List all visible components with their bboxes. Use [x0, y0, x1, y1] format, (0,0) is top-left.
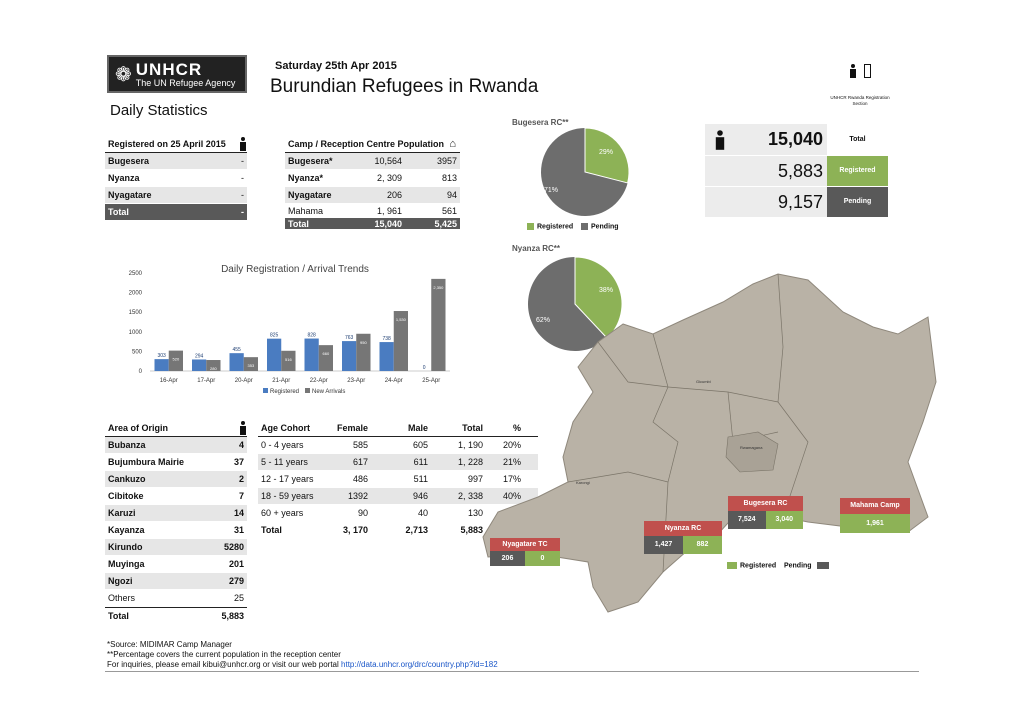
table-row: Muyinga 201 [105, 556, 247, 573]
daily-trends-chart [105, 258, 465, 400]
table-row: Bugesera - [105, 153, 247, 170]
table-row: Cibitoke 7 [105, 488, 247, 505]
chart-legend [263, 388, 345, 395]
bugesera-pie-chart [530, 124, 640, 224]
person-icon [239, 137, 247, 151]
bar-registered [342, 341, 356, 371]
bar-data-label: 763 [344, 335, 354, 342]
summary-pending-value: 9,157 [777, 192, 823, 212]
table-row: Bujumbura Mairie 37 [105, 454, 247, 471]
y-tick-label: 500 [131, 349, 142, 356]
table-row: 18 - 59 years 1392 946 2, 338 40% [258, 488, 538, 505]
table-total-row: Total 3, 170 2,713 5,883 [258, 522, 538, 539]
table-row: Nyanza - [105, 170, 247, 187]
rwanda-map [478, 272, 938, 632]
bar-registered [380, 342, 394, 371]
footer-source: *Source: MIDIMAR Camp Manager [107, 640, 232, 649]
bar-data-label: 0 [422, 365, 426, 371]
table-row: Nyagatare 206 94 [285, 187, 460, 204]
origin-table-header: Area of Origin [105, 420, 247, 437]
report-date: Saturday 25th Apr 2015 [275, 60, 397, 72]
table-row: Cankuzo 2 [105, 471, 247, 488]
table-row: 12 - 17 years 486 511 997 17% [258, 471, 538, 488]
legend-swatch-registered [727, 562, 737, 569]
table-row: 0 - 4 years 585 605 1, 190 20% [258, 437, 538, 454]
bar-data-label: 2,350 [433, 284, 444, 290]
table-row: Kayanza 31 [105, 522, 247, 539]
map-place-label: Karongi [576, 480, 590, 485]
y-tick-label: 0 [138, 369, 142, 375]
legend-label-registered: Registered [270, 389, 300, 395]
bar-registered [305, 339, 319, 371]
x-tick-label: 22-Apr [309, 378, 328, 384]
table-row: Nyagatare - [105, 187, 247, 204]
pie-label-pending: 71% [544, 187, 559, 194]
x-tick-label: 23-Apr [347, 378, 366, 384]
logo-title: UNHCR [135, 59, 203, 79]
table-row: 60 + years 90 40 130 [258, 505, 538, 522]
footer-inquiries: For inquiries, please email kibui@unhcr.org or visit our web portal http://data.unhcr.org/drc/country.php?id=182 [107, 660, 498, 669]
bar-data-label: 828 [307, 332, 316, 339]
person-icon [239, 421, 247, 435]
bar-registered [192, 359, 206, 371]
table-row: Bugesera* 10,564 3957 [285, 153, 460, 170]
section-title: Daily Statistics [110, 102, 208, 119]
unhcr-emblem-icon: ❁ [115, 63, 132, 86]
summary-box [705, 124, 888, 216]
bar-data-label: 294 [194, 353, 204, 360]
table-row: Others 25 [105, 590, 247, 607]
pie-label-registered: 38% [599, 287, 614, 294]
person-icon [714, 130, 725, 150]
bar-registered [267, 339, 281, 371]
logo-subtitle: The UN Refugee Agency [135, 77, 236, 88]
table-row: 5 - 11 years 617 611 1, 228 21% [258, 454, 538, 471]
summary-registered-row [705, 156, 888, 186]
camp-table-header: Camp / Reception Centre Population ⌂ [285, 136, 460, 153]
age-table-header: Age Cohort Female Male Total % [258, 420, 538, 437]
registered-table-header: Registered on 25 April 2015 [105, 136, 247, 153]
x-tick-label: 21-Apr [272, 378, 291, 384]
pen-icon [864, 64, 871, 78]
pie-legend: Registered Pending [527, 223, 619, 230]
pie-label-registered: 29% [599, 149, 614, 156]
table-row: Kirundo 5280 [105, 539, 247, 556]
page-title: Burundian Refugees in Rwanda [270, 76, 539, 97]
y-tick-label: 2000 [128, 290, 142, 297]
map-place-label: Rwamagana [740, 445, 763, 450]
x-tick-label: 16-Apr [159, 378, 178, 384]
registered-table [105, 136, 247, 221]
y-tick-label: 1500 [128, 310, 142, 317]
table-total-row: Total - [105, 204, 247, 221]
table-row: Karuzi 14 [105, 505, 247, 522]
bar-data-label: 516 [285, 356, 292, 362]
person-icon [849, 64, 857, 78]
map-legend: Registered Pending [727, 562, 832, 569]
bar-data-label: 455 [232, 347, 241, 354]
map-label-mahama: Mahama Camp 1,961 [840, 498, 910, 533]
registration-section-badge [845, 64, 875, 83]
legend-swatch-pending [581, 223, 588, 230]
home-icon: ⌂ [449, 138, 456, 150]
table-row: Mahama 1, 961 561 [285, 204, 460, 218]
summary-total-value: 15,040 [767, 129, 823, 149]
bar-data-label: 353 [247, 363, 255, 369]
legend-label-new-arrivals: New Arrivals [312, 389, 346, 395]
bar-data-label: 825 [269, 332, 279, 339]
footer-note: **Percentage covers the current population in the reception center [107, 650, 341, 659]
bar-new-arrivals [319, 345, 333, 371]
y-tick-label: 2500 [128, 271, 142, 277]
bar-data-label: 738 [382, 336, 391, 343]
unhcr-logo [107, 55, 247, 93]
registration-note: UNHCR Rwanda Registration Section [830, 95, 890, 106]
bar-data-label: 1,530 [395, 317, 406, 323]
map-place-label: Gicumbi [696, 379, 711, 384]
camp-population-table [285, 136, 460, 230]
table-row: Ngozi 279 [105, 573, 247, 590]
bar-data-label: 660 [322, 351, 330, 357]
summary-total-row [705, 124, 888, 155]
x-tick-label: 20-Apr [234, 378, 253, 384]
map-label-bugesera: Bugesera RC 7,524 3,040 [728, 496, 803, 529]
footer-divider [105, 671, 919, 672]
bar-new-arrivals [431, 279, 445, 371]
x-tick-label: 24-Apr [384, 378, 403, 384]
area-of-origin-table [105, 420, 247, 624]
summary-registered-value: 5,883 [777, 161, 823, 181]
bar-registered [155, 359, 169, 371]
legend-swatch-pending [817, 562, 829, 569]
summary-total-label: Total [827, 124, 888, 155]
legend-swatch-registered [527, 223, 534, 230]
y-tick-label: 1000 [128, 329, 142, 336]
map-label-nyagatare: Nyagatare TC 206 0 [490, 538, 560, 566]
bar-data-label: 303 [157, 353, 166, 360]
chart-title: Daily Registration / Arrival Trends [221, 264, 369, 275]
x-tick-label: 17-Apr [197, 378, 216, 384]
legend-swatch-registered [263, 388, 268, 393]
summary-pending-row [705, 187, 888, 217]
summary-pending-label: Pending [827, 187, 888, 217]
bar-data-label: 520 [172, 356, 180, 362]
table-row: Nyanza* 2, 309 813 [285, 170, 460, 187]
bar-registered [230, 353, 244, 371]
portal-link[interactable]: http://data.unhcr.org/drc/country.php?id=182 [341, 660, 498, 669]
table-row: Bubanza 4 [105, 437, 247, 454]
bar-data-label: 950 [360, 339, 367, 345]
bar-data-label: 280 [210, 366, 217, 372]
table-total-row: Total 15,040 5,425 [285, 218, 460, 230]
bugesera-pie-title: Bugesera RC** [512, 118, 569, 127]
nyanza-pie-title: Nyanza RC** [512, 244, 561, 253]
legend-swatch-new-arrivals [305, 388, 310, 393]
map-label-nyanza: Nyanza RC 1,427 882 [644, 521, 722, 554]
table-total-row: Total 5,883 [105, 607, 247, 624]
x-tick-label: 25-Apr [422, 378, 441, 384]
pie-label-pending: 62% [536, 317, 551, 324]
summary-registered-label: Registered [827, 156, 888, 186]
